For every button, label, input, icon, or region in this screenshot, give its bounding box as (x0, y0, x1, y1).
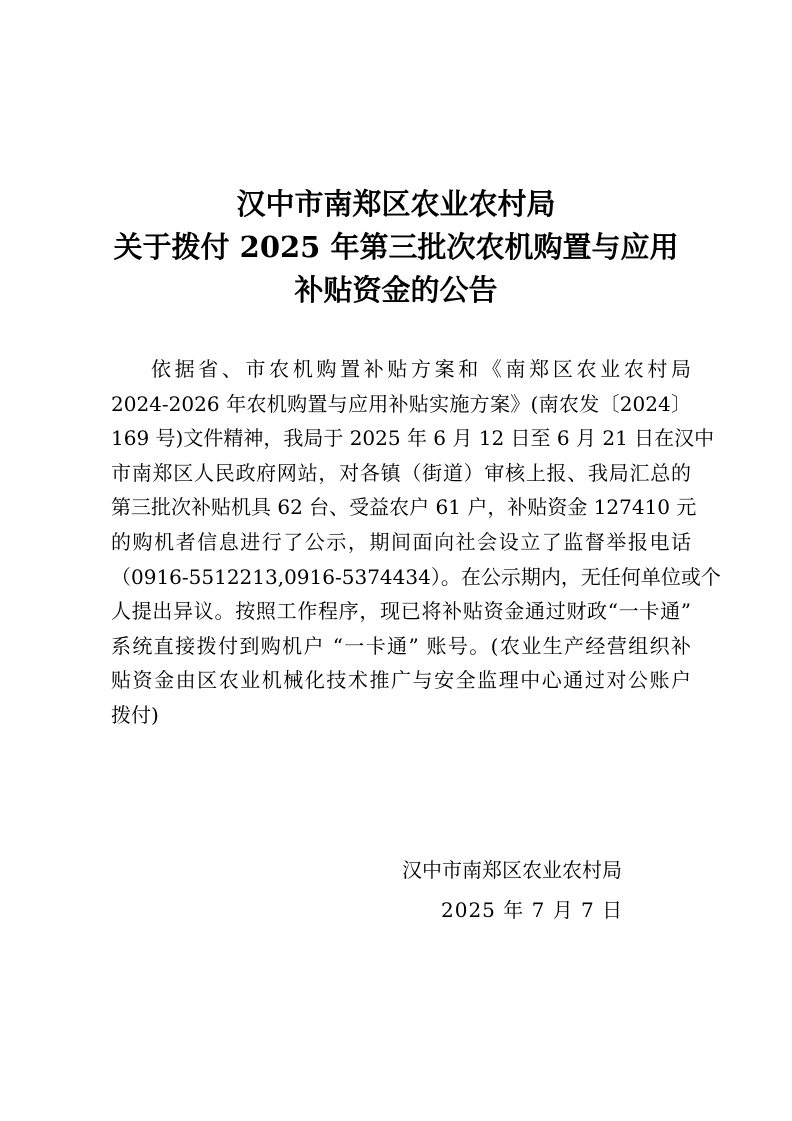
signature-date: 2025 年 7 月 7 日 (441, 898, 624, 922)
body-line: （0916-5512213,0916-5374434）。在公示期内，无任何单位或个 (111, 564, 721, 589)
signature-organization: 汉中市南郑区农业农村局 (402, 858, 622, 882)
document-body (111, 352, 721, 733)
body-line: 拨付) (111, 702, 159, 727)
title-line-3: 补贴资金的公告 (294, 273, 498, 307)
body-line: 169 号)文件精神，我局于 2025 年 6 月 12 日至 6 月 21 日在汉中 (111, 426, 715, 451)
body-line: 人提出异议。按照工作程序，现已将补贴资金通过财政“一卡通” (111, 599, 691, 624)
body-line: 依据省、市农机购置补贴方案和《南郑区农业农村局 (151, 357, 691, 381)
body-line: 的购机者信息进行了公示，期间面向社会设立了监督举报电话 (111, 529, 691, 554)
body-line: 市南郑区人民政府网站，对各镇（街道）审核上报、我局汇总的 (111, 460, 691, 485)
body-line: 2024-2026 年农机购置与应用补贴实施方案》(南农发〔2024〕 (111, 391, 691, 416)
body-line: 第三批次补贴机具 62 台、受益农户 61 户，补贴资金 127410 元 (111, 495, 697, 520)
title-line-1: 汉中市南郑区农业农村局 (236, 187, 556, 221)
body-line: 系统直接拨付到购机户 “一卡通” 账号。(农业生产经营组织补 (111, 633, 691, 658)
body-line: 贴资金由区农业机械化技术推广与安全监理中心通过对公账户 (111, 668, 691, 693)
document-title (60, 183, 732, 312)
title-line-2: 关于拨付 2025 年第三批次农机购置与应用 (113, 230, 679, 264)
